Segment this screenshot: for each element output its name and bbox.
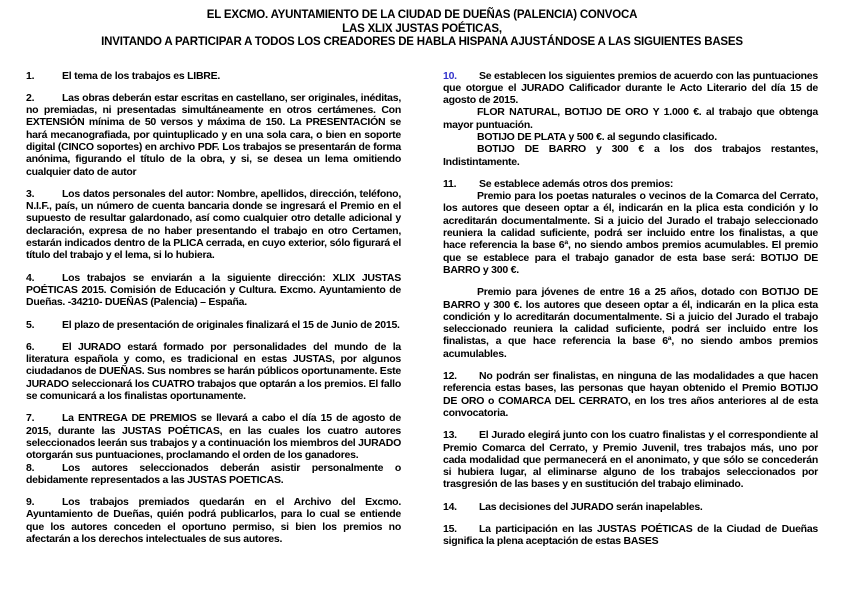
item-number: 15. (443, 523, 457, 535)
two-column-body (26, 70, 818, 548)
item-number: 1. (26, 69, 35, 82)
item-text: No podrán ser finalistas, en ninguna de las modalidades a que hacen referencia estas bases, las personas que hayan obtenido el Premio BOTIJO DE ORO o COMARCA DEL CERRATO, en los tres años anteriores al de esta convocatoria. (443, 370, 818, 419)
paragraph-right-2 (443, 131, 818, 143)
header-line-2: LAS XLIX JUSTAS POÉTICAS, (342, 22, 502, 35)
base-item-2 (26, 92, 401, 178)
item-number: 9. (26, 496, 35, 509)
item-text: Los autores seleccionados deberán asistir personalmente o debidamente representados a las JUSTAS POETICAS. (26, 461, 401, 486)
item-text: El tema de los trabajos es LIBRE. (62, 69, 221, 82)
item-number: 6. (26, 340, 35, 353)
paragraph-right-3 (443, 143, 818, 168)
item-text: La ENTREGA DE PREMIOS se llevará a cabo el día 15 de agosto de 2015, durante las JUSTAS POÉTICAS, en las cuales los cuatro autores seleccionados leerán sus trabajos y a continuación los miembros del JURADO otorgarán sus puntuaciones, proclamando el orden de los ganadores. (26, 412, 401, 462)
item-text: Premio para jóvenes de entre 16 a 25 años, dotado con BOTIJO DE BARRO y 300 €. los autores que deseen optar a él, indicarán en la plica esta condición y lo acreditarán documentalmente. Si a juicio del Jurado el trabajo seleccionado reuniera la calidad suficiente, podrá ser incluido entre los finalistas, a que hace referencia la base 6ª, no siendo ambos premios acumulables. (443, 286, 818, 360)
base-item-10 (443, 70, 818, 107)
base-item-14 (443, 501, 818, 513)
item-text: Se establece además otros dos premios: (479, 177, 674, 190)
paragraph-right-5 (443, 190, 818, 276)
base-item-15 (443, 523, 818, 548)
item-number: 13. (443, 429, 457, 442)
item-number: 4. (26, 271, 35, 284)
base-item-7 (26, 412, 401, 461)
item-text: BOTIJO DE PLATA y 500 €. al segundo clasificado. (477, 130, 717, 143)
item-number: 14. (443, 500, 457, 513)
base-item-4 (26, 272, 401, 309)
item-text: Premio para los poetas naturales o vecinos de la Comarca del Cerrato, los autores que deseen optar a él, indicarán en la plica esta condición y lo acreditarán documentalmente. Si a juicio del Jurado el trabajo seleccionado reuniera la calidad suficiente, podrá ser incluido entre los finalistas, a que hace referencia la base 6ª, no siendo ambos premios acumulables. El premio que se establece para el trabajo ganador de esta base será: BOTIJO DE BARRO y 300 €. (443, 190, 818, 276)
item-text: Los trabajos premiados quedarán en el Archivo del Excmo. Ayuntamiento de Dueñas, quién podrá publicarlos, para lo cual se entiende que los autores conceden el oportuno permiso, si bien los premios no afectarán a los derechos intelectuales de sus autores. (26, 496, 401, 545)
paragraph-right-1 (443, 106, 818, 131)
item-text: El Jurado elegirá junto con los cuatro finalistas y el correspondiente al Premio Comarca del Cerrato, y Premio Juvenil, tres trabajos más, uno por cada modalidad que permanecerá en el anonimato, y que sólo se concederán si hubiera lugar, al eliminarse alguno de los trabajos seleccionados por trasgresión de las bases y en sustitución del trabajo eliminado. (443, 429, 818, 491)
item-text: Las obras deberán estar escritas en castellano, ser originales, inéditas, no premiadas, ni presentadas simultáneamente en otros certámenes. Con EXTENSIÓN mínima de 50 versos y máxima de 150. La PRESENTACIÓN se hará mecanografiada, por quintuplicado y en una sola cara, o bien en soporte digital (CINCO soportes) en archivo PDF. Los trabajos se presentarán de forma anónima, figurando el título de la obra, y si, se desea un lema omitiendo cualquier dato de autor (26, 91, 401, 178)
item-number: 11. (443, 177, 457, 190)
item-text: FLOR NATURAL, BOTIJO DE ORO Y 1.000 €. al trabajo que obtenga mayor puntuación. (443, 106, 818, 131)
base-item-5 (26, 319, 401, 331)
left-column (26, 70, 401, 548)
base-item-9 (26, 496, 401, 545)
paragraph-right-6 (443, 286, 818, 360)
item-text: El plazo de presentación de originales finalizará el 15 de Junio de 2015. (62, 318, 400, 331)
item-text: Los datos personales del autor: Nombre, apellidos, dirección, teléfono, N.I.F., país, un número de cuenta bancaria donde se ingresará el Premio en el supuesto de resultar galardonado, así como cualquier otro detalle adicional y declaración, expresa de no haber presentando el trabajo en otro Certamen, estarán indicados dentro de la PLICA cerrada, en cuyo exterior, sólo figurará el título del trabajo y el lema, si lo hubiera. (26, 187, 401, 262)
item-text: Las decisiones del JURADO serán inapelables. (479, 500, 703, 513)
document-header (26, 9, 818, 50)
header-line-3: INVITANDO A PARTICIPAR A TODOS LOS CREADORES DE HABLA HISPANA AJUSTÁNDOSE A LAS SIGUIENTES BASES (101, 36, 743, 48)
item-number: 7. (26, 412, 35, 425)
base-item-1 (26, 70, 401, 82)
item-text: Los trabajos se enviarán a la siguiente dirección: XLIX JUSTAS POÉTICAS 2015. Comisión de Educación y Cultura. Excmo. Ayuntamiento de Dueñas. -34210- DUEÑAS (Palencia) – España. (26, 271, 401, 309)
item-number: 12. (443, 370, 457, 383)
right-column (443, 70, 818, 548)
base-item-3 (26, 188, 401, 262)
base-item-8 (26, 462, 401, 487)
header-line-1: EL EXCMO. AYUNTAMIENTO DE LA CIUDAD DE DUEÑAS (PALENCIA) CONVOCA (206, 9, 638, 21)
item-text: Se establecen los siguientes premios de acuerdo con las puntuaciones que otorgue el JURADO Calificador durante le Acto Literario del día 15 de agosto de 2015. (443, 69, 818, 107)
item-number: 2. (26, 91, 35, 104)
item-text: La participación en las JUSTAS POÉTICAS de la Ciudad de Dueñas significa la plena aceptación de estas BASES (443, 523, 818, 548)
item-number: 5. (26, 318, 35, 331)
item-number: 3. (26, 187, 35, 200)
base-item-6 (26, 341, 401, 402)
item-text: BOTIJO DE BARRO y 300 € a los dos trabajos restantes, Indistintamente. (443, 143, 818, 168)
base-item-11 (443, 178, 818, 190)
base-item-12 (443, 370, 818, 419)
item-number: 10. (443, 69, 457, 82)
item-number: 8. (26, 461, 35, 474)
base-item-13 (443, 429, 818, 490)
item-text: El JURADO estará formado por personalidades del mundo de la literatura española y como, es tradicional en estas JUSTAS, por algunos ciudadanos de DUEÑAS. Sus nombres se harán públicos oportunamente. Este JURADO seleccionará los CUATRO trabajos que optarán a los premios. El fallo se comunicará a los finalistas oportunamente. (26, 340, 401, 403)
